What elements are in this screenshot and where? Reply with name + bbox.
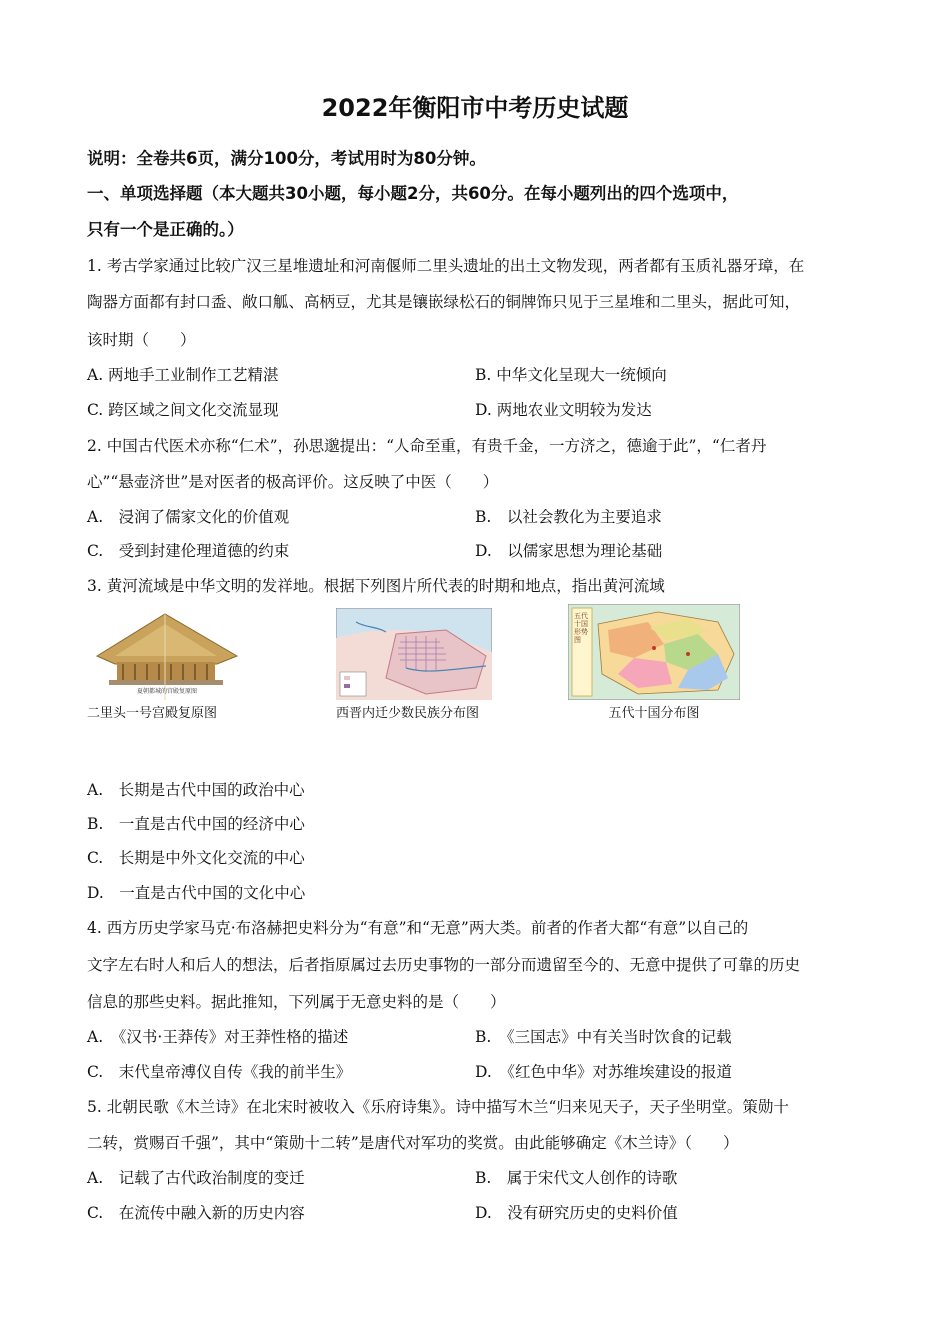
figure-caption-palace: 二里头一号宫殿复原图 — [87, 706, 218, 721]
q1-text-line3: 该时期（ ） — [87, 331, 196, 349]
q2-option-c[interactable]: C. 受到封建伦理道德的约束 — [87, 542, 290, 560]
q2-text-line1: 2. 中国古代医术亦称“仁术”，孙思邈提出：“人命至重，有贵千金，一方济之，德逾于此”，“仁者丹 — [87, 437, 767, 455]
q4-option-b[interactable]: B. 《三国志》中有关当时饮食的记载 — [475, 1028, 732, 1046]
instructions: 说明：全卷共6页，满分100分，考试用时为80分钟。 — [87, 149, 486, 168]
five-dynasties-map — [568, 604, 740, 700]
q4-text-line1: 4. 西方历史学家马克·布洛赫把史料分为“有意”和“无意”两大类。前者的作者大都“有意”以自己的 — [87, 919, 749, 937]
q3-option-b[interactable]: B. 一直是古代中国的经济中心 — [87, 815, 305, 833]
q1-option-a[interactable]: A. 两地手工业制作工艺精湛 — [87, 366, 279, 384]
q4-option-a[interactable]: A. 《汉书·王莽传》对王莽性格的描述 — [87, 1028, 349, 1046]
section-heading-line1: 一、单项选择题（本大题共30小题，每小题2分，共60分。在每小题列出的四个选项中， — [87, 184, 739, 203]
q2-option-a[interactable]: A. 浸润了儒家文化的价值观 — [87, 508, 290, 526]
q2-option-d[interactable]: D. 以儒家思想为理论基础 — [475, 542, 663, 560]
q5-option-a[interactable]: A. 记载了古代政治制度的变迁 — [87, 1169, 305, 1187]
q1-text-line2: 陶器方面都有封口盉、敞口觚、高柄豆，尤其是镶嵌绿松石的铜牌饰只见于三星堆和二里头，据此可知， — [87, 293, 801, 311]
western-jin-map — [336, 608, 492, 700]
q5-text-line2: 二转，赏赐百千强”，其中“策勋十二转”是唐代对军功的奖赏。由此能够确定《木兰诗》（ ） — [87, 1134, 739, 1152]
section-heading-line2: 只有一个是正确的。） — [87, 220, 244, 239]
q1-option-b[interactable]: B. 中华文化呈现大一统倾向 — [475, 366, 667, 384]
figure-caption-western-jin: 西晋内迁少数民族分布图 — [336, 706, 480, 721]
q5-option-d[interactable]: D. 没有研究历史的史料价值 — [475, 1204, 678, 1222]
figure-caption-five-dynasties: 五代十国分布图 — [608, 706, 700, 721]
five-dynasties-inner-caption: 五代十国形势图 — [574, 612, 588, 644]
q4-option-d[interactable]: D. 《红色中华》对苏维埃建设的报道 — [475, 1063, 733, 1081]
q3-option-a[interactable]: A. 长期是古代中国的政治中心 — [87, 781, 305, 799]
q1-option-c[interactable]: C. 跨区域之间文化交流显现 — [87, 401, 279, 419]
q1-option-d[interactable]: D. 两地农业文明较为发达 — [475, 401, 652, 419]
q4-text-line3: 信息的那些史料。据此推知，下列属于无意史料的是（ ） — [87, 993, 506, 1011]
q5-option-c[interactable]: C. 在流传中融入新的历史内容 — [87, 1204, 305, 1222]
q3-text-line1: 3. 黄河流域是中华文明的发祥地。根据下列图片所代表的时期和地点，指出黄河流域 — [87, 577, 665, 595]
q3-option-d[interactable]: D. 一直是古代中国的文化中心 — [87, 884, 306, 902]
q4-text-line2: 文字左右时人和后人的想法，后者指原属过去历史事物的一部分而遗留至今的、无意中提供了可靠的历史 — [87, 956, 801, 974]
q5-option-b[interactable]: B. 属于宋代文人创作的诗歌 — [475, 1169, 678, 1187]
palace-inner-caption: 夏朝都城的宫殿复原图 — [136, 688, 197, 695]
q2-option-b[interactable]: B. 以社会教化为主要追求 — [475, 508, 662, 526]
q4-option-c[interactable]: C. 末代皇帝溥仪自传《我的前半生》 — [87, 1063, 352, 1081]
q5-text-line1: 5. 北朝民歌《木兰诗》在北宋时被收入《乐府诗集》。诗中描写木兰“归来见天子，天子坐明堂。策勋十 — [87, 1098, 789, 1116]
q2-text-line2: 心”“悬壶济世”是对医者的极高评价。这反映了中医（ ） — [87, 473, 499, 491]
q1-text-line1: 1. 考古学家通过比较广汉三星堆遗址和河南偃师二里头遗址的出土文物发现，两者都有玉质礼器牙璋，在 — [87, 257, 805, 275]
q3-option-c[interactable]: C. 长期是中外文化交流的中心 — [87, 849, 305, 867]
western-jin-map-image — [336, 608, 492, 700]
five-dynasties-map-image — [568, 604, 740, 700]
palace-figure — [87, 604, 243, 700]
page-title: 2022年衡阳市中考历史试题 — [321, 94, 629, 122]
